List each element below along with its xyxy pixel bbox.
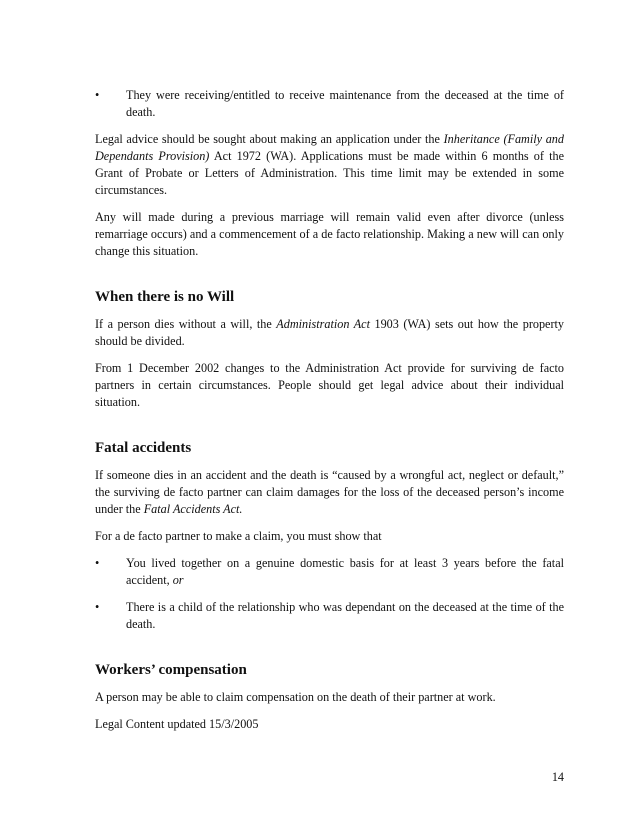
bullet-marker: • <box>95 600 100 614</box>
fatal-accidents-paragraph-2: For a de facto partner to make a claim, you must show that <box>95 529 382 543</box>
bullet-marker: • <box>95 556 100 570</box>
bullet-text: They were receiving/entitled to receive maintenance from the deceased at the time of death. <box>126 88 564 119</box>
bullet-text: There is a child of the relationship who was dependant on the deceased at the time of the death. <box>126 600 564 631</box>
legal-advice-text-continued: Act 1972 (WA). Applications must be made within 6 months of the Grant of Probate or Letters of Administration. This time limit may be extended in some circumstances. <box>95 149 565 197</box>
previous-marriage-paragraph: Any will made during a previous marriage will remain valid even after divorce (unless remarriage occurs) and a commencement of a de facto relationship. Making a new will can only change this situation. <box>95 210 564 258</box>
lived-together-bullet <box>95 555 564 589</box>
page-number: 14 <box>551 770 564 784</box>
no-will-text-continued: 1903 (WA) sets out how the property should be divided. <box>95 317 565 348</box>
workers-compensation-paragraph: A person may be able to claim compensation on the death of their partner at work. <box>95 690 496 704</box>
no-will-paragraph-2: From 1 December 2002 changes to the Administration Act provide for surviving de facto partners in certain circumstances. People should get legal advice about their individual situation. <box>95 361 564 409</box>
child-dependant-bullet <box>95 599 564 633</box>
bullet-marker: • <box>95 88 100 102</box>
fatal-accidents-paragraph-1 <box>95 467 564 518</box>
no-will-heading: When there is no Will <box>95 289 235 305</box>
act-name-italic: Inheritance (Family and Dependants Provision) <box>95 132 564 163</box>
administration-act-italic: Administration Act <box>276 317 370 331</box>
no-will-paragraph-1 <box>95 316 564 350</box>
maintenance-bullet <box>95 87 564 121</box>
fatal-accidents-text: If someone dies in an accident and the death is “caused by a wrongful act, neglect or default,” the surviving de facto partner can claim damages for the loss of the deceased person’s income under the <box>95 468 564 516</box>
legal-content-updated-note: Legal Content updated 15/3/2005 <box>95 717 259 731</box>
bullet-text: You lived together on a genuine domestic basis for at least 3 years before the fatal accident, <box>126 556 564 587</box>
workers-compensation-heading: Workers’ compensation <box>95 662 247 678</box>
bullet-italic-or: or <box>172 573 184 587</box>
fatal-accidents-act-italic: Fatal Accidents Act. <box>143 502 243 516</box>
legal-advice-text: Legal advice should be sought about making an application under the <box>95 132 444 146</box>
fatal-accidents-heading: Fatal accidents <box>95 440 192 456</box>
no-will-text: If a person dies without a will, the <box>95 317 277 331</box>
legal-advice-paragraph <box>95 131 564 199</box>
page-content <box>95 87 564 743</box>
